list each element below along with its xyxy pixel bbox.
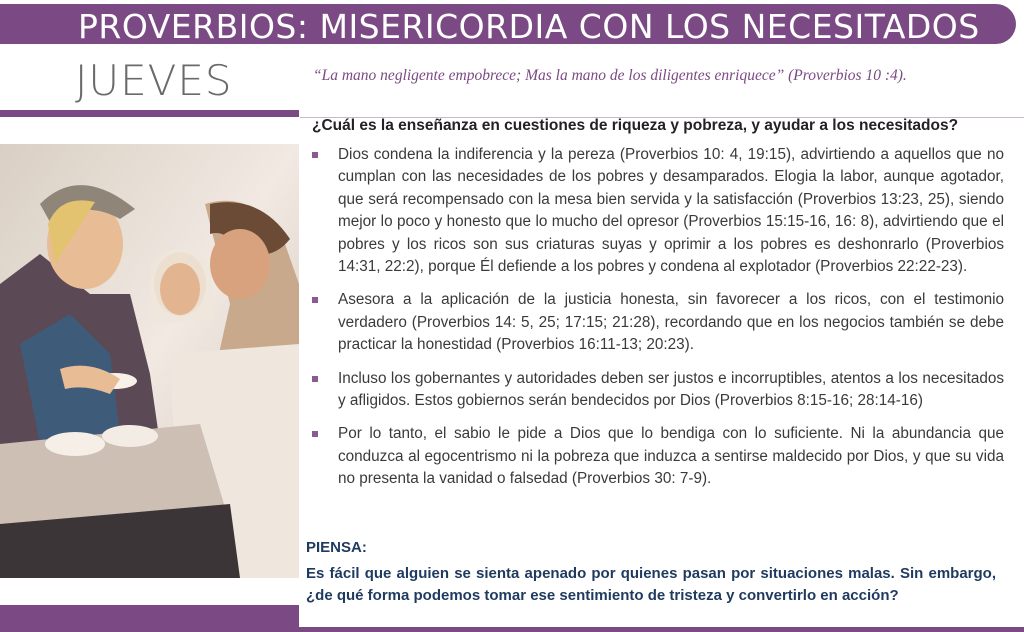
teaching-list	[312, 144, 1004, 502]
list-item	[312, 368, 1004, 413]
bullet-icon	[312, 376, 318, 382]
list-item	[312, 144, 1004, 278]
day-label: JUEVES	[75, 56, 233, 105]
list-item	[312, 423, 1004, 490]
list-item-text: Por lo tanto, el sabio le pide a Dios que lo bendiga con lo suficiente. Ni la abundancia que conduzca al egocentrismo ni la pobreza que induzca a sentirse maldecido por Dios, y que su vida no presenta la vanidad o falsedad (Proverbios 30: 7-9).	[338, 425, 1004, 488]
piensa-heading: PIENSA:	[306, 539, 367, 556]
bullet-icon	[312, 152, 318, 158]
list-item-text: Dios condena la indiferencia y la pereza (Proverbios 10: 4, 19:15), advirtiendo a aquellos que no cumplan con las necesidades de los pobres y desamparados. Elogia la labor, aunque agotador, que será recompensado con la mesa bien servida y la satisfacción (Proverbios 13:23, 25), siendo mejor lo poco y honesto que lo mucho del opresor (Proverbios 15:15-16, 16: 8), advirtiendo que el pobres y los ricos son sus criaturas suyas y oprimir a los pobres es deshonrarlo (Proverbios 14:31, 22:2), porque Él defiende a los pobres y condena al explotador (Proverbios 22:22-23).	[338, 146, 1004, 276]
bullet-icon	[312, 431, 318, 437]
page-title: PROVERBIOS: MISERICORDIA CON LOS NECESITADOS	[78, 7, 980, 46]
day-divider	[0, 110, 299, 117]
lesson-question: ¿Cuál es la enseñanza en cuestiones de riqueza y pobreza, y ayudar a los necesitados?	[312, 117, 959, 134]
list-item-text: Incluso los gobernantes y autoridades deben ser justos e incorruptibles, atentos a los necesitados y afligidos. Estos gobiernos serán bendecidos por Dios (Proverbios 8:15-16; 28:14-16)	[338, 369, 1004, 410]
key-verse-quote: “La mano negligente empobrece; Mas la mano de los diligentes enriquece” (Proverbios 10 :4).	[313, 67, 907, 84]
list-item	[312, 289, 1004, 356]
title-bar	[0, 4, 1016, 44]
painting-illustration	[0, 144, 299, 578]
bullet-icon	[312, 297, 318, 303]
footer-bar-right	[299, 627, 1024, 632]
footer-bar-left	[0, 605, 299, 632]
piensa-reflection: Es fácil que alguien se sienta apenado por quienes pasan por situaciones malas. Sin embargo, ¿de qué forma podemos tomar ese sentimiento de tristeza y convertirlo en acción?	[306, 565, 996, 604]
list-item-text: Asesora a la aplicación de la justicia honesta, sin favorecer a los ricos, con el testimonio verdadero (Proverbios 14: 5, 25; 17:15; 21:28), recordando que en los negocios también se debe practicar la honestidad (Proverbios 16:11-13; 20:23).	[338, 291, 1004, 354]
